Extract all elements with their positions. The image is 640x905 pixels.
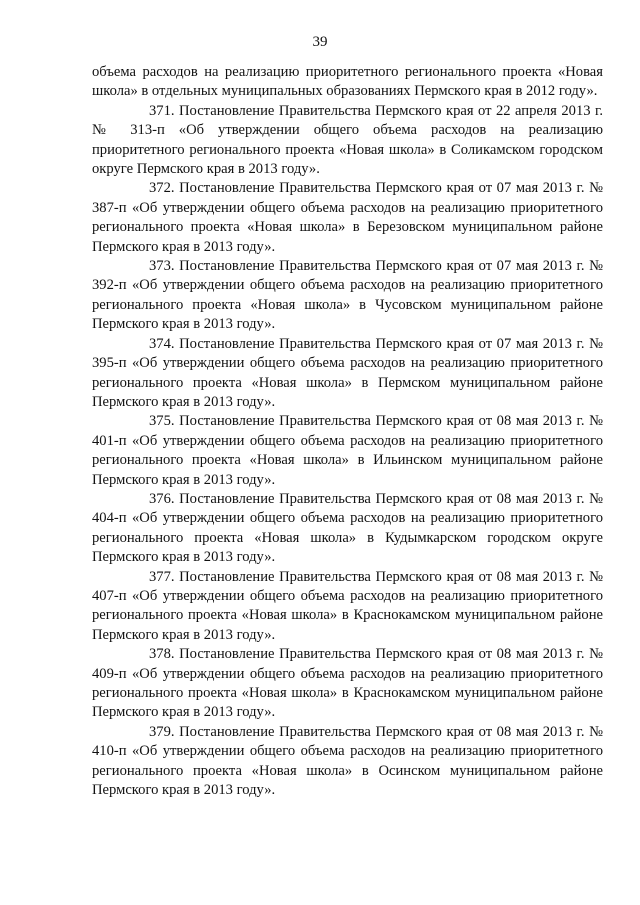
list-item-375: 375. Постановление Правительства Пермского края от 08 мая 2013 г. № 401-п «Об утверждении общего объема расходов на реализацию приоритетного регионального проекта «Новая школа» в Ильинском муниципальном районе Пермского края в 2013 году». — [92, 413, 603, 488]
list-item-372: 372. Постановление Правительства Пермского края от 07 мая 2013 г. № 387-п «Об утверждении общего объема расходов на реализацию приоритетного регионального проекта «Новая школа» в Березовском муниципальном районе Пермского края в 2013 году». — [92, 180, 603, 255]
list-item-371: 371. Постановление Правительства Пермского края от 22 апреля 2013 г. № 313-п «Об утверждении общего объема расходов на реализацию приоритетного регионального проекта «Новая школа» в Соликамском городском округе Пермского края в 2013 году». — [92, 102, 603, 178]
list-item-376: 376. Постановление Правительства Пермского края от 08 мая 2013 г. № 404-п «Об утверждении общего объема расходов на реализацию приоритетного регионального проекта «Новая школа» в Кудымкарском городском округе Пермского края в 2013 году». — [92, 490, 603, 566]
list-item-373: 373. Постановление Правительства Пермского края от 07 мая 2013 г. № 392-п «Об утверждении общего объема расходов на реализацию приоритетного регионального проекта «Новая школа» в Чусовском муниципальном районе Пермского края в 2013 году». — [92, 258, 603, 333]
list-item-377: 377. Постановление Правительства Пермского края от 08 мая 2013 г. № 407-п «Об утверждении общего объема расходов на реализацию приоритетного регионального проекта «Новая школа» в Краснокамском муниципальном районе Пермского края в 2013 году». — [92, 568, 603, 643]
list-item-378: 378. Постановление Правительства Пермского края от 08 мая 2013 г. № 409-п «Об утверждении общего объема расходов на реализацию приоритетного регионального проекта «Новая школа» в Краснокамском муниципальном районе Пермского края в 2013 году». — [92, 646, 603, 721]
list-item-379: 379. Постановление Правительства Пермского края от 08 мая 2013 г. № 410-п «Об утверждении общего объема расходов на реализацию приоритетного регионального проекта «Новая школа» в Осинском муниципальном районе Пермского края в 2013 году». — [92, 723, 603, 799]
document-body — [92, 63, 603, 800]
list-item-374: 374. Постановление Правительства Пермского края от 07 мая 2013 г. № 395-п «Об утверждении общего объема расходов на реализацию приоритетного регионального проекта «Новая школа» в Пермском муниципальном районе Пермского края в 2013 году». — [92, 335, 603, 410]
page-number: 39 — [312, 34, 328, 50]
continuation-paragraph: объема расходов на реализацию приоритетного регионального проекта «Новая школа» в отдельных муниципальных образованиях Пермского края в 2012 году». — [92, 64, 603, 100]
